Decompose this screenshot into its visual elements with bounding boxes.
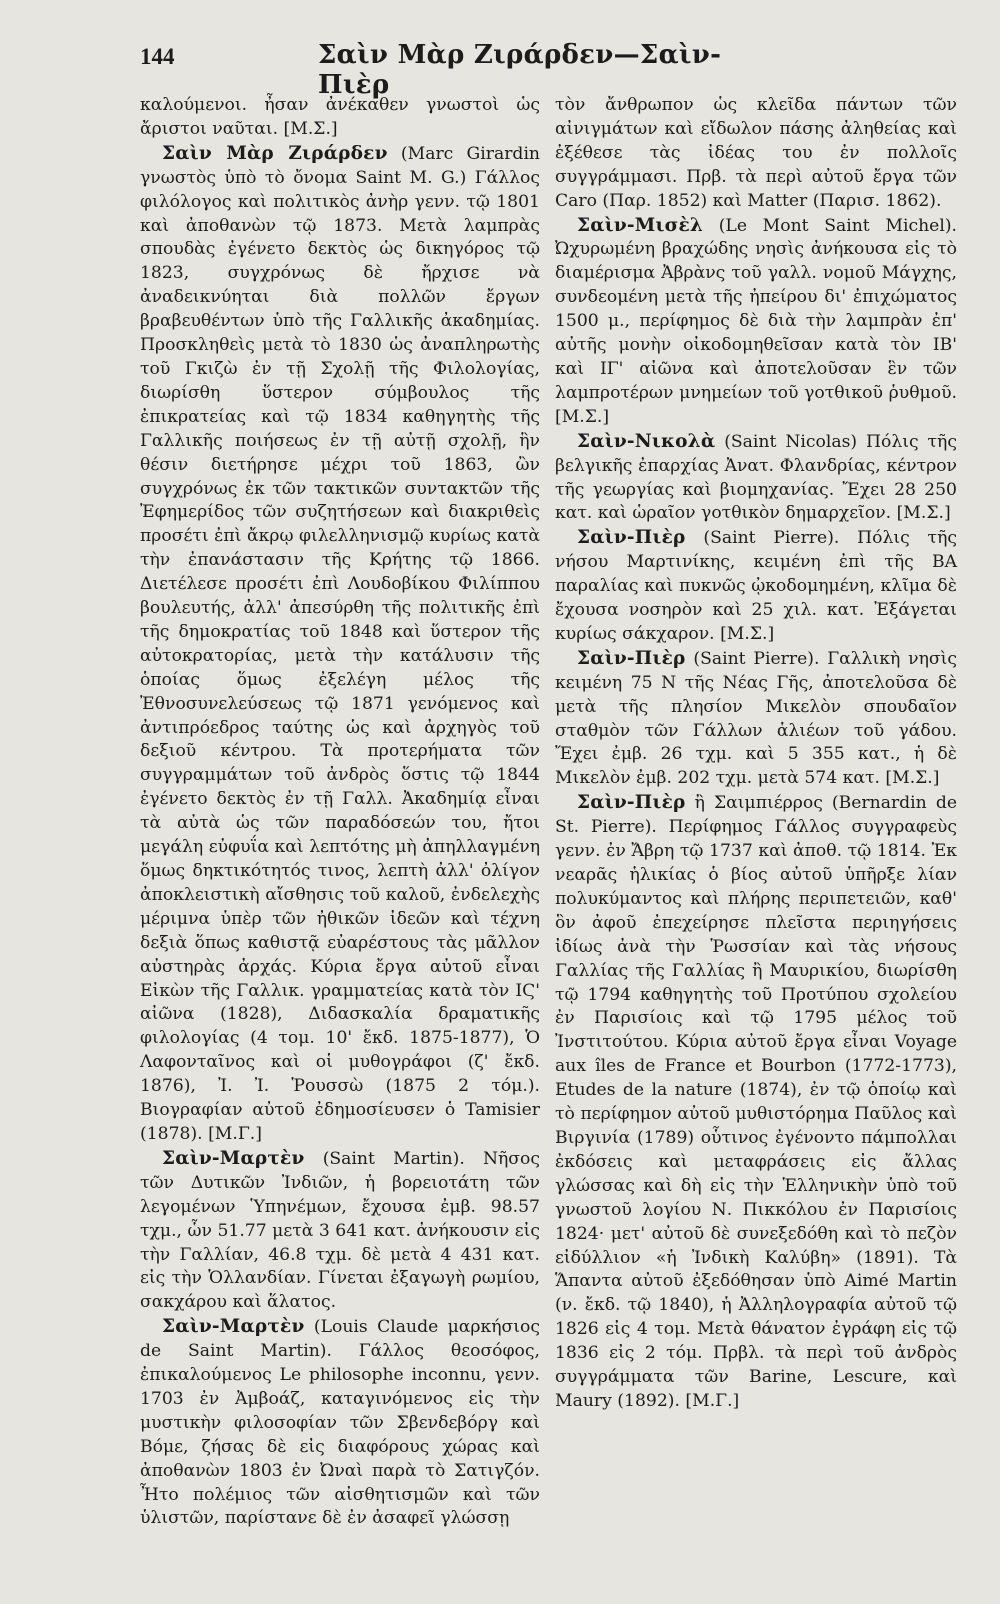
entry-text: (Saint Pierre). Πόλις τῆς νήσου Μαρτινίκης, κειμένη ἐπὶ τῆς ΒΑ παραλίας καὶ πυκνῶς ᾠκοδομημένη, κλῖμα δὲ ἔχουσα νοσηρὸν καὶ 25 χιλ. κατ. Ἐξάγεται κυρίως σάκχαρον. [Μ.Σ.]: [555, 528, 957, 644]
entry-text: (Le Mont Saint Michel). Ὠχυρωμένη βραχώδης νησὶς ἀνήκουσα εἰς τὸ διαμέρισμα Ἀβρὰνς τοῦ γαλλ. νομοῦ Μάγχης, συνδεομένη μετὰ τῆς ἠπείρου δι' ἐπιχώματος 1500 μ., περίφημος δὲ διὰ τὴν λαμπρὰν ἐπ' αὐτῆς μονὴν οἰκοδομηθεῖσαν κατὰ τὸν ΙΒ' καὶ ΙΓ' αἰῶνα καὶ ἀποτελοῦσαν ἓν τῶν λαμπροτέρων μνημείων τοῦ γοτθικοῦ ῥυθμοῦ. [Μ.Σ.]: [555, 215, 957, 427]
entry-headword: Σαὶν-Νικολὰ: [577, 430, 716, 452]
entry-headword: Σαὶν Μὰρ Ζιράρδεν: [162, 142, 388, 164]
running-title: Σαὶν Μὰρ Ζιράρδεν—Σαὶν-Πιὲρ: [318, 40, 722, 100]
entry-continuation: [140, 94, 540, 142]
page-number: 144: [140, 44, 175, 69]
entry-saint-nicolas: [555, 430, 957, 527]
entry-text: τὸν ἄνθρωπον ὡς κλεῖδα πάντων τῶν αἰνιγμάτων καὶ εἴδωλον πάσης ἀληθείας καὶ ἐξέθεσε τὰς ἰδέας του ἐν πολλοῖς συγγράμμασι. Πρβ. τὰ περὶ αὐτοῦ ἔργα τῶν Caro (Παρ. 1852) καὶ Matter (Παρισ. 1862).: [555, 95, 957, 211]
running-head: [140, 36, 780, 100]
entry-text: (Saint Martin). Νῆσος τῶν Δυτικῶν Ἰνδιῶν, ἡ βορειοτάτη τῶν λεγομένων Ὑπηνέμων, ἔχουσα ἐμβ. 98.57 τχμ., ὧν 51.77 μετὰ 3 641 κατ. ἀνήκουσιν εἰς τὴν Γαλλίαν, 46.8 τχμ. δὲ μετὰ 4 431 κατ. εἰς τὴν Ὁλλανδίαν. Γίνεται ἐξαγωγὴ ρωμίου, σακχάρου καὶ ἅλατος.: [140, 1148, 540, 1313]
entry-saint-marc-girardin: [140, 142, 540, 1147]
entry-text: (Saint Nicolas) Πόλις τῆς βελγικῆς ἐπαρχίας Ἀνατ. Φλανδρίας, κέντρον τῆς γεωργίας καὶ βιομηχανίας. Ἔχει 28 250 κατ. καὶ ὡραῖον γοτθικὸν δημαρχεῖον. [Μ.Σ.]: [555, 431, 957, 524]
entry-text: (Marc Girardin γνωστὸς ὑπὸ τὸ ὄνομα Saint M. G.) Γάλλος φιλόλογος καὶ πολιτικὸς ἀνὴρ γενν. τῷ 1801 καὶ ἀποθανὼν τῷ 1873. Μετὰ λαμπρὰς σπουδὰς ἐγένετο δεκτὸς ὡς δικηγόρος τῷ 1823, συγχρόνως δὲ ἤρχισε νὰ ἀναδεικνύηται διὰ πολλῶν ἔργων βραβευθέντων ὑπὸ τῆς Γαλλικῆς ἀκαδημίας. Προσκληθεὶς μετὰ τὸ 1830 ὡς ἀναπληρωτὴς τοῦ Γκιζὼ ἐν τῇ Σχολῇ τῆς Φιλολογίας, διωρίσθη ὕστερον σύμβουλος τῆς ἐπικρατείας καὶ τῷ 1834 καθηγητὴς τῆς Γαλλικῆς ποιήσεως ἐν τῇ αὐτῇ σχολῇ, ἣν θέσιν διετήρησε μέχρι τοῦ 1863, ὢν συγχρόνως ἐκ τῶν τακτικῶν συντακτῶν τῆς Ἐφημερίδος τῶν συζητήσεων καὶ διακριθεὶς προσέτι ἐπὶ ἄκρῳ φιλελληνισμῷ κυρίως κατὰ τὴν ἐπανάστασιν τῆς Κρήτης τῷ 1866. Διετέλεσε προσέτι ἐπὶ Λουδοβίκου Φιλίππου βουλευτής, ἀλλ' ἀπεσύρθη τῆς πολιτικῆς ἐπὶ τῆς δημοκρατίας τοῦ 1848 καὶ ὕστερον τῆς αὐτοκρατορίας, μετὰ τὴν κατάλυσιν τῆς ὁποίας ὅμως ἐξελέγη μέλος τῆς Ἐθνοσυνελεύσεως τῷ 1871 γενόμενος καὶ ἀντιπρόεδρος ταύτης ὡς καὶ ἀρχηγὸς τοῦ δεξιοῦ κέντρου. Τὰ προτερήματα τῶν συγγραμμάτων τοῦ ἀνδρὸς ὅστις τῷ 1844 ἐγένετο δεκτὸς ἐν τῇ Γαλλ. Ἀκαδημίᾳ εἶναι τὰ αὐτὰ ὡς τῶν παραδόσεών του, ἤτοι μεγάλη εὐφυΐα καὶ λεπτότης μὴ ἀπηλλαγμένη ὅμως δηκτικότητός τινος, λεπτὴ ἀλλ' ὀλίγον ἀποκλειστικὴ αἴσθησις τοῦ καλοῦ, ἐνδελεχὴς μέριμνα ὑπὲρ τῶν ἠθικῶν ἰδεῶν καὶ τέχνη δεξιὰ ὅπως καθιστᾷ εὐαρέστους τὰς μᾶλλον αὐστηρὰς ἀρχάς. Κύρια ἔργα αὐτοῦ εἶναι Εἰκὼν τῆς Γαλλικ. γραμματείας κατὰ τὸν ΙϚ' αἰῶνα (1828), Διδασκαλία δραματικῆς φιλολογίας (4 τομ. 10' ἔκδ. 1875-1877), Ὁ Λαφονταῖνος καὶ οἱ μυθογράφοι (ζ' ἔκδ. 1876), Ἰ. Ἰ. Ῥουσσὼ (1875 2 τόμ.). Βιογραφίαν αὐτοῦ ἐδημοσίευσεν ὁ Tamisier (1878). [Μ.Γ.]: [140, 143, 541, 1144]
entry-headword: Σαὶν-Πιὲρ: [577, 647, 686, 669]
entry-text: ἢ Σαιμπιέρρος (Bernardin de St. Pierre). Περίφημος Γάλλος συγγραφεὺς γενν. ἐν Ἄβρη τῷ 1737 καὶ ἀποθ. τῷ 1814. Ἐκ νεαρᾶς ἡλικίας ὁ βίος αὐτοῦ ὑπῆρξε λίαν πολυκύμαντος καὶ πλήρης περιπετειῶν, καθ' ὃν ἀφοῦ ἐπεχείρησε πλεῖστα περιηγήσεις ἰδίως ἀνὰ τὴν Ῥωσσίαν καὶ τὰς νήσους Γαλλίας τῆς Γαλλίας ἢ Μαυρικίου, διωρίσθη τῷ 1794 καθηγητὴς τοῦ Προτύπου σχολείου ἐν Παρισίοις καὶ τῷ 1795 μέλος τοῦ Ἰνστιτούτου. Κύρια αὐτοῦ ἔργα εἶναι Voyage aux îles de France et Bourbon (1772-1773), Etudes de la nature (1874), ἐν τῷ ὁποίῳ καὶ τὸ περίφημον αὐτοῦ μυθιστόρημα Παῦλος καὶ Βιργινία (1789) οὗτινος ἐγένοντο πάμπολλαι ἐκδόσεις καὶ μεταφράσεις εἰς ἄλλας γλώσσας καὶ δὴ εἰς τὴν Ἑλληνικὴν ὑπὸ τοῦ γνωστοῦ λογίου Ν. Πικκόλου ἐν Παρισίοις 1824· μετ' αὐτοῦ δὲ συνεξεδόθη καὶ τὸ πεζὸν εἰδύλλιον «ἡ Ἰνδικὴ Καλύβη» (1891). Τὰ Ἅπαντα αὐτοῦ ἐξεδόθησαν ὑπὸ Aimé Martin (ν. ἔκδ. τῷ 1840), ἡ Ἀλληλογραφία αὐτοῦ τῷ 1826 εἰς 4 τομ. Μετὰ θάνατον ἐγράφη εἰς τῷ 1836 εἰς 2 τόμ. Πρβλ. τὰ περὶ τοῦ ἀνδρὸς συγγράμματα τῶν Barine, Lescure, καὶ Maury (1892). [Μ.Γ.]: [555, 793, 957, 1411]
entry-saint-martin-person: [140, 1315, 540, 1531]
entry-headword: Σαὶν-Μαρτὲν: [162, 1147, 305, 1169]
entry-saint-pierre-island: [555, 647, 957, 791]
entry-text: (Louis Claude μαρκήσιος de Saint Martin). Γάλλος θεοσόφος, ἐπικαλούμενος Le philosophe inconnu, γενν. 1703 ἐν Ἀμβοάζ, καταγινόμενος εἰς τὴν μυστικὴν φιλοσοφίαν τῶν Σβενδεβόργ καὶ Βόμε, ζήσας δὲ εἰς διαφόρους χώρας καὶ ἀποθανὼν 1803 ἐν Ὠναὶ παρὰ τὸ Σατιγζόν. Ἦτο πολέμιος τῶν αἰσθητισμῶν καὶ τῶν ὑλιστῶν, παρίστανε δὲ ἐν ἀσαφεῖ γλώσσῃ: [140, 1317, 540, 1529]
entry-headword: Σαὶν-Μισὲλ: [577, 214, 704, 236]
left-column: [140, 94, 540, 1531]
entry-mont-saint-michel: [555, 214, 957, 430]
entry-text: (Saint Pierre). Γαλλικὴ νησὶς κειμένη 75 Ν τῆς Νέας Γῆς, ἀποτελοῦσα δὲ μετὰ τῆς πλησίον Μικελὸν σπουδαῖον σταθμὸν τῶν Γάλλων ἁλιέων τοῦ γάδου. Ἔχει ἐμβ. 26 τχμ. καὶ 5 355 κατ., ἡ δὲ Μικελὸν ἐμβ. 202 τχμ. μετὰ 574 κατ. [Μ.Σ.]: [555, 648, 957, 789]
entry-saint-pierre-martinique: [555, 526, 957, 647]
right-column: [555, 94, 957, 1414]
entry-text: καλούμενοι. ἦσαν ἀνέκαθεν γνωστοὶ ὡς ἄριστοι ναῦται. [Μ.Σ.]: [140, 95, 540, 139]
entry-continuation: [555, 94, 957, 214]
entry-headword: Σαὶν-Μαρτὲν: [162, 1316, 305, 1338]
entry-headword: Σαὶν-Πιὲρ: [577, 792, 686, 814]
entry-headword: Σαὶν-Πιὲρ: [577, 527, 686, 549]
entry-bernardin-de-saint-pierre: [555, 791, 957, 1414]
entry-saint-martin-island: [140, 1147, 540, 1315]
